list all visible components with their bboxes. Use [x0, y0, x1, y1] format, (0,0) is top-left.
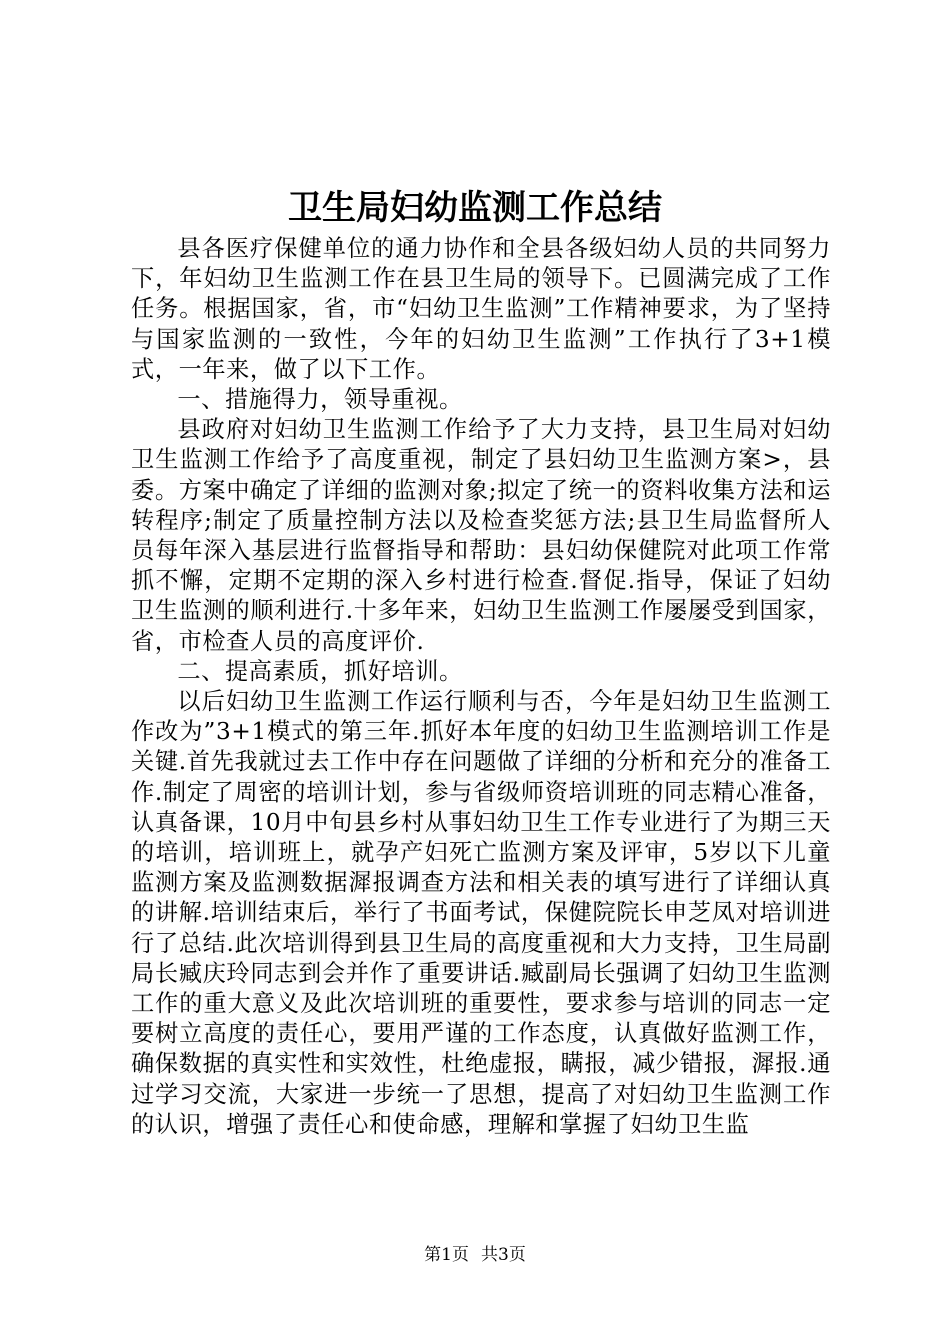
section-heading-2: 二、提高素质，抓好培训。 — [177, 657, 463, 685]
document-title: 卫生局妇幼监测工作总结 — [288, 188, 662, 228]
page-footer — [0, 1245, 950, 1265]
page-total: 共3页 — [481, 1245, 526, 1265]
paragraph-section-1: 县政府对妇幼卫生监测工作给予了大力支持，县卫生局对妇幼卫生监测工作给予了高度重视，制定了县妇幼卫生监测方案>，县委。方案中确定了详细的监测对象;拟定了统一的资料收集方法和运转程序;制定了质量控制方法以及检查奖惩方法;县卫生局监督所人员每年深入基层进行监督指导和帮助：县妇幼保健院对此项工作常抓不懈，定期不定期的深入乡村进行检查.督促.指导，保证了妇幼卫生监测的顺利进行.十多年来，妇幼卫生监测工作屡屡受到国家，省，市检查人员的高度评价. — [131, 416, 831, 655]
paragraph-section-2: 以后妇幼卫生监测工作运行顺利与否，今年是妇幼卫生监测工作改为”3+1模式的第三年.抓好本年度的妇幼卫生监测培训工作是关键.首先我就过去工作中存在问题做了详细的分析和充分的准备工作.制定了周密的培训计划，参与省级师资培训班的同志精心准备，认真备课，10月中旬县乡村从事妇幼卫生工作专业进行了为期三天的培训，培训班上，就孕产妇死亡监测方案及评审，5岁以下儿童监测方案及监测数据漽报调查方法和相关表的填写进行了详细认真的讲解.培训结束后，举行了书面考试，保健院院长申芝凤对培训进行了总结.此次培训得到县卫生局的高度重视和大力支持，卫生局副局长臧庆玲同志到会并作了重要讲话.臧副局长强调了妇幼卫生监测工作的重大意义及此次培训班的重要性，要求参与培训的同志一定要树立高度的责任心，要用严谨的工作态度，认真做好监测工作，确保数据的真实性和实效性，杜绝虚报，瞒报，减少错报，漽报.通过学习交流，大家进一步统一了思想，提高了对妇幼卫生监测工作的认识，增强了责任心和使命感，理解和掌握了妇幼卫生监 — [131, 688, 831, 1138]
section-heading-1: 一、措施得力，领导重视。 — [177, 386, 463, 414]
page-number: 第1页 — [424, 1245, 469, 1265]
paragraph-intro: 县各医疗保健单位的通力协作和全县各级妇幼人员的共同努力下，年妇幼卫生监测工作在县卫生局的领导下。已圆满完成了工作任务。根据国家，省，市“妇幼卫生监测”工作精神要求，为了坚持与国家监测的一致性，今年的妇幼卫生监测”工作执行了3+1模式，一年来，做了以下工作。 — [131, 235, 831, 383]
document-body — [131, 234, 831, 1140]
